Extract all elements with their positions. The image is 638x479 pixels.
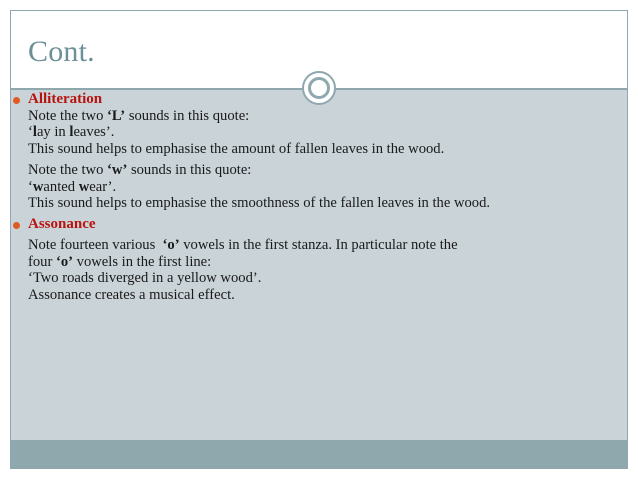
alliteration-heading: Alliteration [28,91,103,107]
assonance-quote-line: ‘Two roads diverged in a yellow wood’. [28,270,262,286]
alliteration-l-block [13,108,608,158]
footer-band [11,440,627,468]
assonance-line-2 [28,254,608,271]
slide-title: Cont. [28,35,95,68]
w-effect-line: This sound helps to emphasise the smoothness of the fallen leaves in the wood. [28,195,491,211]
bullet-assonance [13,216,608,233]
w-note-post: sounds in this quote: [127,162,252,178]
bullet-alliteration [13,91,608,108]
l-quote-mid-1: ay in [36,124,70,140]
assonance-line-1-post: vowels in the first stanza. In particular note the [179,237,458,253]
w-quote-open: ‘ [28,178,33,195]
l-quote-mid-2: eaves’. [73,124,115,140]
l-note-line [28,108,608,125]
w-quote-bold-2: w [78,178,90,195]
w-quote-bold-1: w [32,178,44,195]
bullet-dot-icon [13,222,20,229]
l-quote-bold-1: l [32,124,37,140]
l-note-bold: ‘L’ [107,107,126,124]
w-note-bold: ‘w’ [107,162,128,178]
l-quote-bold-2: l [69,124,74,140]
assonance-heading: Assonance [28,215,96,232]
assonance-line-2-pre: four [28,253,56,270]
w-note-pre: Note the two [28,162,108,178]
assonance-block [13,237,608,303]
l-quote-line [28,124,608,141]
w-quote-line [28,179,608,196]
bullet-dot-icon [13,97,20,104]
assonance-line-2-bold: ‘o’ [55,253,73,270]
w-quote-mid-1: anted [43,178,79,195]
l-note-pre: Note the two [28,107,108,124]
assonance-line-2-post: vowels in the first line: [73,253,212,270]
w-quote-mid-2: ear’. [89,178,117,195]
assonance-line-1-pre: Note fourteen various [28,237,163,253]
alliteration-w-block [13,162,608,212]
assonance-line-1-bold: ‘o’ [162,237,180,253]
w-note-line [28,162,608,179]
slide-content [13,91,608,303]
l-quote-open: ‘ [28,124,33,140]
l-effect-line: This sound helps to emphasise the amount of fallen leaves in the wood. [28,140,445,157]
assonance-line-1 [28,237,608,254]
l-note-post: sounds in this quote: [125,107,250,124]
assonance-effect-line: Assonance creates a musical effect. [28,286,235,303]
